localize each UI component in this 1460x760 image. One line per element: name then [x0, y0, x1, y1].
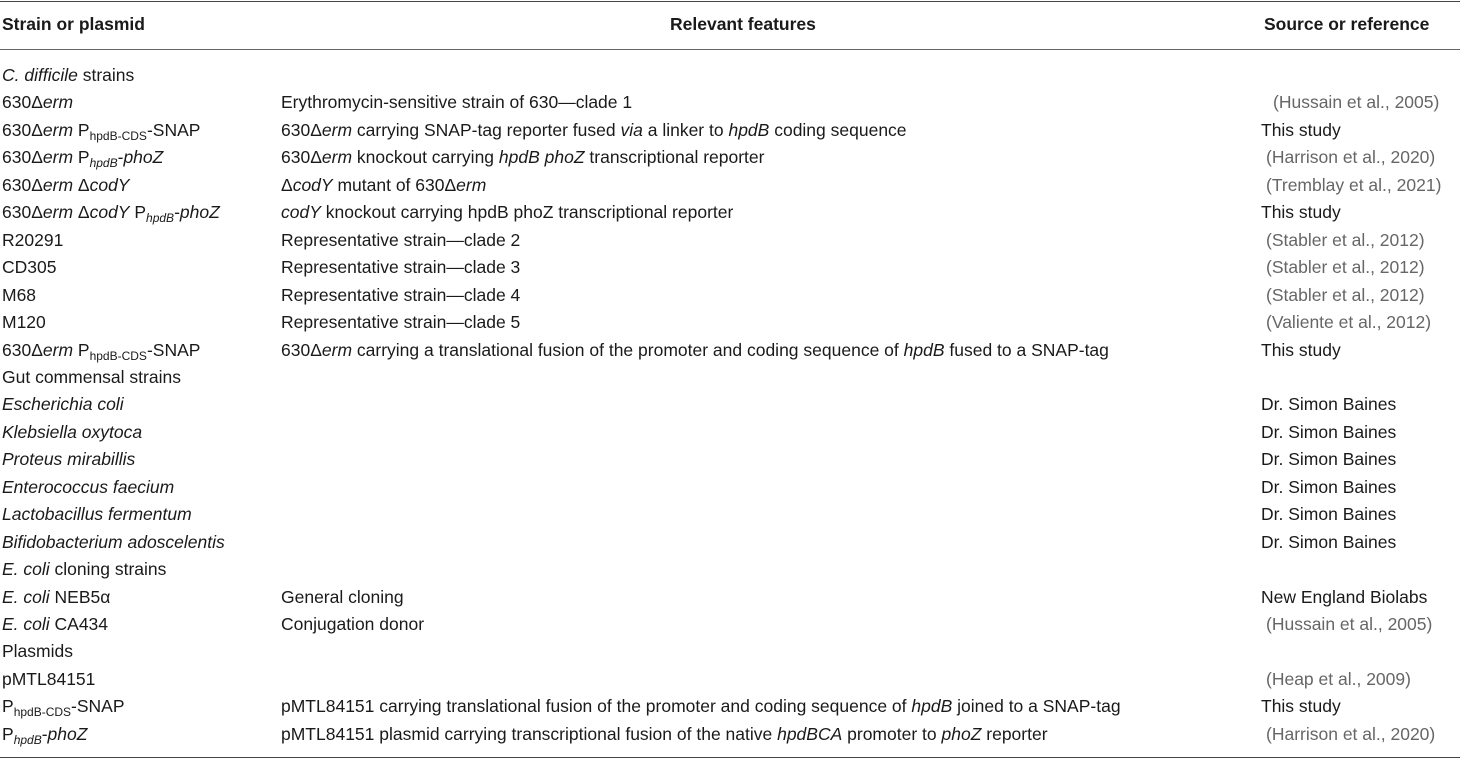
- text-segment: CA434: [49, 614, 109, 634]
- italic-text: erm: [321, 339, 353, 360]
- table-row: [0, 419, 1460, 447]
- text-segment: -SNAP: [146, 339, 201, 360]
- text-segment: knockout carrying hpdB phoZ transcriptional reporter: [320, 202, 734, 223]
- italic-text: erm: [42, 339, 74, 360]
- table-row: [0, 529, 1460, 557]
- text-segment: pMTL84151 plasmid carrying transcriptional fusion of the native: [281, 723, 778, 744]
- text-segment: This study: [1261, 202, 1341, 223]
- text-segment: 630Δ: [2, 202, 43, 223]
- header-rule: [0, 49, 1460, 50]
- text-segment: -: [174, 202, 180, 223]
- text-segment: P: [73, 147, 90, 168]
- cell-strain: [2, 638, 73, 666]
- text-segment: Representative strain—clade 3: [281, 257, 521, 278]
- subscript-text: [14, 733, 42, 747]
- italic-text: codY: [292, 174, 333, 195]
- header-features: Relevant features: [670, 14, 816, 34]
- text-segment: Erythromycin-sensitive strain of 630—clade 1: [281, 92, 633, 113]
- subscript-text: [146, 211, 174, 225]
- cell-source: [1261, 474, 1396, 502]
- text-segment: P: [2, 696, 14, 717]
- italic-text: codY: [281, 202, 321, 223]
- text-segment: P: [73, 119, 90, 140]
- text-segment: Dr. Simon Baines: [1261, 504, 1397, 525]
- text-segment: 630Δ: [281, 147, 322, 168]
- text-segment: (Tremblay et al., 2021): [1266, 174, 1442, 195]
- italic-text: E. coli: [2, 614, 50, 634]
- cell-source: [1261, 693, 1341, 721]
- text-segment: Δ: [281, 174, 293, 195]
- text-segment: P: [129, 202, 147, 223]
- table-row: [0, 611, 1460, 639]
- subscript-text: hpdB-CDS: [89, 128, 147, 143]
- italic-text: Lactobacillus fermentum: [2, 504, 192, 525]
- text-segment: Conjugation donor: [281, 614, 425, 634]
- table-row: [0, 556, 1460, 584]
- text-segment: This study: [1261, 119, 1341, 140]
- table-row: [0, 62, 1460, 90]
- text-segment: Dr. Simon Baines: [1261, 421, 1397, 442]
- text-segment: M120: [2, 312, 46, 333]
- table-row: [0, 721, 1460, 749]
- cell-features: [281, 117, 907, 145]
- cell-source: [1261, 446, 1396, 474]
- text-segment: (Hussain et al., 2005): [1266, 614, 1433, 634]
- table-row: [0, 391, 1460, 419]
- text-segment: coding sequence: [769, 119, 907, 140]
- table-row: [0, 89, 1460, 117]
- subscript-italic: hpdB: [146, 211, 175, 226]
- italic-text: phoZ: [179, 202, 220, 223]
- cell-source: [1261, 584, 1427, 612]
- text-segment: (Harrison et al., 2020): [1266, 723, 1436, 744]
- cell-strain: [2, 721, 87, 749]
- cell-features: [281, 693, 1121, 721]
- cell-strain: [2, 62, 134, 90]
- cell-source: [1266, 611, 1432, 639]
- italic-text: hpdB: [728, 119, 770, 140]
- text-segment: pMTL84151 carrying translational fusion of the promoter and coding sequence of: [281, 696, 912, 717]
- table-row: [0, 638, 1460, 666]
- italic-text: E. coli: [2, 559, 50, 580]
- text-segment: 630Δ: [2, 147, 43, 168]
- italic-text: erm: [42, 147, 74, 168]
- cell-strain: [2, 364, 181, 392]
- italic-text: Klebsiella oxytoca: [2, 421, 143, 442]
- text-segment: Δ: [73, 174, 90, 195]
- text-segment: Representative strain—clade 2: [281, 229, 521, 250]
- text-segment: (Stabler et al., 2012): [1266, 284, 1425, 305]
- italic-text: erm: [321, 119, 353, 140]
- italic-text: hpdB: [903, 339, 945, 360]
- text-segment: Dr. Simon Baines: [1261, 394, 1397, 415]
- text-segment: -: [117, 147, 124, 168]
- cell-strain: [2, 309, 46, 337]
- table-row: [0, 446, 1460, 474]
- text-segment: Plasmids: [2, 641, 73, 662]
- table-top-rule: [0, 1, 1460, 2]
- cell-strain: [2, 666, 95, 694]
- cell-features: [281, 309, 520, 337]
- text-segment: mutant of 630Δ: [332, 174, 457, 195]
- text-segment: (Stabler et al., 2012): [1266, 257, 1425, 278]
- cell-source: [1261, 501, 1396, 529]
- italic-text: codY: [89, 174, 130, 195]
- italic-text: phoZ: [47, 723, 88, 744]
- italic-text: hpdB: [911, 696, 953, 717]
- italic-text: erm: [42, 174, 74, 195]
- text-segment: carrying SNAP-tag reporter fused: [352, 119, 621, 140]
- cell-source: [1266, 227, 1425, 255]
- cell-strain: [2, 172, 129, 200]
- italic-text: Enterococcus faecium: [2, 476, 175, 497]
- table-row: [0, 666, 1460, 694]
- cell-source: [1266, 309, 1431, 337]
- cell-features: [281, 611, 424, 639]
- italic-text: erm: [456, 174, 487, 195]
- table-row: [0, 227, 1460, 255]
- cell-strain: [2, 556, 166, 584]
- text-segment: Dr. Simon Baines: [1261, 531, 1397, 552]
- cell-strain: [2, 584, 110, 612]
- cell-strain: [2, 474, 174, 502]
- table-row: [0, 584, 1460, 612]
- cell-source: [1266, 666, 1411, 694]
- cell-strain: [2, 282, 36, 310]
- subscript-text: hpdB-CDS: [13, 705, 72, 720]
- text-segment: P: [2, 723, 14, 744]
- table-row: [0, 172, 1460, 200]
- cell-features: [281, 254, 520, 282]
- italic-text: phoZ: [123, 147, 164, 168]
- text-segment: Representative strain—clade 4: [281, 284, 521, 305]
- cell-features: [281, 227, 520, 255]
- italic-text: hpdB phoZ: [498, 147, 585, 168]
- italic-text: erm: [42, 92, 74, 113]
- text-segment: Representative strain—clade 5: [281, 312, 521, 333]
- cell-strain: [2, 419, 142, 447]
- text-segment: (Hussain et al., 2005): [1273, 92, 1440, 113]
- text-segment: strains: [77, 65, 135, 85]
- subscript-text: [90, 156, 118, 170]
- text-segment: NEB5α: [49, 586, 111, 607]
- italic-text: via: [620, 119, 643, 140]
- cell-strain: [2, 227, 63, 255]
- italic-text: E. coli: [2, 586, 50, 607]
- text-segment: M68: [2, 284, 37, 305]
- table-row: [0, 364, 1460, 392]
- cell-strain: [2, 693, 125, 721]
- cell-source: [1261, 419, 1396, 447]
- table-row: [0, 117, 1460, 145]
- italic-text: Bifidobacterium adoscelentis: [2, 531, 225, 552]
- text-segment: -SNAP: [146, 119, 201, 140]
- table-row: [0, 282, 1460, 310]
- text-segment: fused to a SNAP-tag: [944, 339, 1109, 360]
- subscript-text: hpdB-CDS: [89, 348, 147, 363]
- cell-source: [1261, 529, 1396, 557]
- text-segment: joined to a SNAP-tag: [952, 696, 1121, 717]
- text-segment: General cloning: [281, 586, 404, 607]
- text-segment: carrying a translational fusion of the promoter and coding sequence of: [352, 339, 904, 360]
- cell-strain: [2, 501, 192, 529]
- cell-strain: [2, 391, 124, 419]
- text-segment: New England Biolabs: [1261, 586, 1428, 607]
- text-segment: promoter to: [842, 723, 942, 744]
- cell-source: [1273, 89, 1439, 117]
- text-segment: -SNAP: [71, 696, 125, 717]
- cell-strain: [2, 337, 200, 365]
- table-row: [0, 309, 1460, 337]
- text-segment: Gut commensal strains: [2, 366, 181, 387]
- text-segment: Dr. Simon Baines: [1261, 476, 1397, 497]
- cell-strain: [2, 199, 220, 227]
- text-segment: Dr. Simon Baines: [1261, 449, 1397, 470]
- table-row: [0, 474, 1460, 502]
- text-segment: -: [41, 723, 48, 744]
- text-segment: 630Δ: [2, 339, 43, 360]
- cell-features: [281, 721, 1048, 749]
- text-segment: This study: [1261, 696, 1341, 717]
- text-segment: Δ: [73, 202, 90, 223]
- cell-source: [1261, 391, 1396, 419]
- cell-strain: [2, 117, 200, 145]
- cell-source: [1266, 144, 1435, 172]
- cell-strain: [2, 529, 225, 557]
- subscript-italic: hpdB: [89, 156, 118, 171]
- text-segment: CD305: [2, 257, 57, 278]
- italic-text: erm: [321, 147, 353, 168]
- text-segment: (Heap et al., 2009): [1266, 668, 1411, 689]
- subscript-italic: hpdB: [13, 732, 42, 747]
- text-segment: 630Δ: [2, 119, 43, 140]
- cell-source: [1266, 721, 1435, 749]
- header-strain: Strain or plasmid: [2, 14, 145, 34]
- cell-source: [1261, 337, 1341, 365]
- table-row: [0, 337, 1460, 365]
- cell-source: [1266, 254, 1425, 282]
- cell-features: [281, 337, 1109, 365]
- text-segment: 630Δ: [2, 92, 43, 113]
- cell-source: [1261, 199, 1341, 227]
- table-row: [0, 693, 1460, 721]
- text-segment: knockout carrying: [352, 147, 499, 168]
- italic-text: codY: [89, 202, 130, 223]
- cell-features: [281, 172, 486, 200]
- cell-strain: [2, 89, 73, 117]
- text-segment: (Valiente et al., 2012): [1266, 312, 1432, 333]
- text-segment: pMTL84151: [2, 668, 96, 689]
- cell-features: [281, 584, 404, 612]
- italic-text: phoZ: [941, 723, 982, 744]
- cell-strain: [2, 446, 135, 474]
- text-segment: reporter: [981, 723, 1048, 744]
- text-segment: cloning strains: [49, 559, 167, 580]
- cell-strain: [2, 144, 163, 172]
- header-source: Source or reference: [1264, 14, 1430, 34]
- text-segment: 630Δ: [281, 119, 322, 140]
- text-segment: a linker to: [642, 119, 729, 140]
- table-row: [0, 144, 1460, 172]
- cell-strain: [2, 611, 108, 639]
- cell-source: [1261, 117, 1341, 145]
- text-segment: (Harrison et al., 2020): [1266, 147, 1436, 168]
- italic-text: C. difficile: [2, 65, 78, 85]
- italic-text: Proteus mirabillis: [2, 449, 136, 470]
- cell-features: [281, 199, 733, 227]
- italic-text: erm: [42, 202, 74, 223]
- cell-strain: [2, 254, 56, 282]
- table-row: [0, 199, 1460, 227]
- table-row: [0, 254, 1460, 282]
- cell-source: [1266, 282, 1425, 310]
- italic-text: hpdBCA: [777, 723, 843, 744]
- text-segment: 630Δ: [281, 339, 322, 360]
- cell-features: [281, 144, 764, 172]
- text-segment: (Stabler et al., 2012): [1266, 229, 1425, 250]
- text-segment: transcriptional reporter: [584, 147, 765, 168]
- text-segment: P: [73, 339, 90, 360]
- table-bottom-rule: [0, 757, 1460, 758]
- cell-features: [281, 282, 520, 310]
- text-segment: This study: [1261, 339, 1341, 360]
- italic-text: erm: [42, 119, 74, 140]
- cell-features: [281, 89, 632, 117]
- text-segment: R20291: [2, 229, 64, 250]
- cell-source: [1266, 172, 1441, 200]
- italic-text: Escherichia coli: [2, 394, 124, 415]
- table-row: [0, 501, 1460, 529]
- text-segment: 630Δ: [2, 174, 43, 195]
